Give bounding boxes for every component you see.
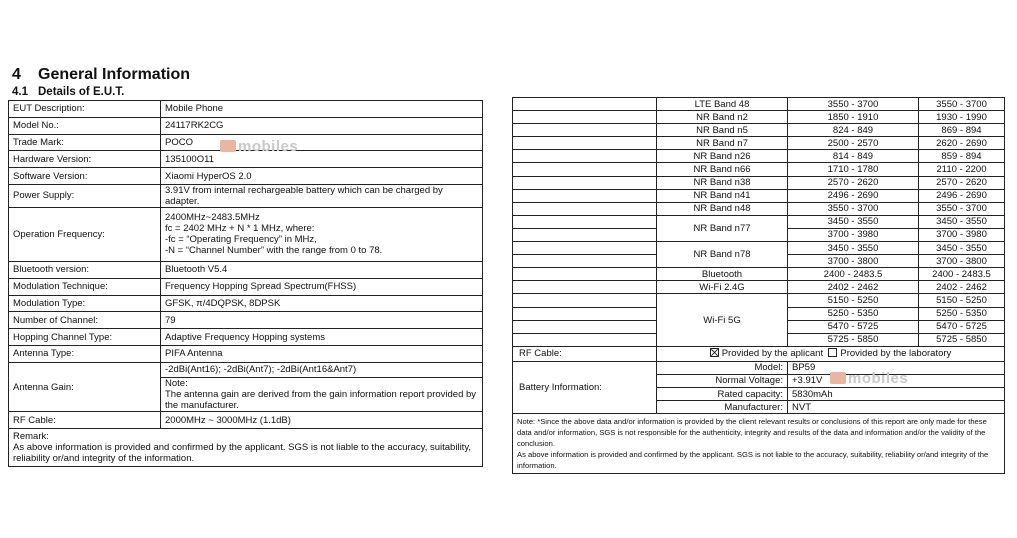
battery-model-label: Model: (657, 361, 788, 374)
table-row (513, 414, 1005, 474)
section-title: General Information (38, 66, 191, 83)
band-tx: 1850 - 1910 (788, 111, 919, 124)
section-number: 4 (12, 66, 21, 83)
subsection-heading (12, 86, 124, 98)
table-row (513, 268, 1005, 281)
operation-frequency-line: 2400MHz~2483.5MHz (165, 212, 260, 224)
hardware-version-label: Hardware Version: (9, 151, 161, 168)
band-tx: 3450 - 3550 (788, 242, 919, 255)
battery-model-value: BP59 (788, 361, 1005, 374)
watermark-logo (220, 138, 298, 155)
battery-capacity-value: 5830mAh (788, 387, 1005, 400)
band-name: NR Band n2 (657, 111, 788, 124)
band-rx: 2620 - 2690 (919, 137, 1005, 150)
band-name: NR Band n48 (657, 202, 788, 215)
software-version-label: Software Version: (9, 168, 161, 185)
subsection-number: 4.1 (12, 86, 28, 98)
band-name: LTE Band 48 (657, 98, 788, 111)
band-rx: 3700 - 3800 (919, 255, 1005, 268)
battery-capacity-label: Rated capacity: (657, 387, 788, 400)
antenna-gain-note-text: The antenna gain are derived from the gain information report provided by the manufacturer. (161, 389, 483, 412)
battery-voltage-value: +3.91V (788, 374, 1005, 387)
band-rx: 5150 - 5250 (919, 294, 1005, 307)
table-row (9, 429, 483, 467)
band-name: NR Band n38 (657, 176, 788, 189)
watermark-text: mobiles (848, 370, 909, 387)
table-row (9, 117, 483, 134)
watermark-badge-icon (220, 140, 236, 152)
frequency-band-table (512, 97, 1005, 474)
table-row (513, 294, 1005, 307)
band-tx: 2496 - 2690 (788, 189, 919, 202)
band-tx: 3550 - 3700 (788, 202, 919, 215)
band-rx: 2110 - 2200 (919, 163, 1005, 176)
band-tx: 824 - 849 (788, 124, 919, 137)
antenna-type-value: PIFA Antenna (161, 345, 483, 362)
table-row (513, 215, 1005, 228)
band-rx: 3700 - 3980 (919, 228, 1005, 241)
hardware-version-value: 135100O11 (161, 151, 483, 168)
band-rows (513, 98, 1005, 474)
band-name: Bluetooth (657, 268, 788, 281)
table-row (513, 189, 1005, 202)
band-tx: 2500 - 2570 (788, 137, 919, 150)
modulation-technique-label: Modulation Technique: (9, 278, 161, 295)
modulation-technique-value: Frequency Hopping Spread Spectrum(FHSS) (161, 278, 483, 295)
band-rx: 2402 - 2462 (919, 281, 1005, 294)
rf-cable-label-right: RF Cable: (513, 346, 657, 361)
table-row (513, 137, 1005, 150)
antenna-gain-note-label: Note: (161, 377, 483, 389)
band-name: NR Band n78 (657, 242, 788, 268)
modulation-type-label: Modulation Type: (9, 295, 161, 312)
rf-cable-label: RF Cable: (9, 412, 161, 429)
modulation-type-value: GFSK, π/4DQPSK, 8DPSK (161, 295, 483, 312)
table-row (513, 150, 1005, 163)
band-tx: 5725 - 5850 (788, 333, 919, 346)
table-row (513, 361, 1005, 374)
table-row (513, 111, 1005, 124)
band-tx: 5250 - 5350 (788, 307, 919, 320)
table-row (9, 207, 483, 261)
table-row (9, 101, 483, 118)
operation-frequency-line: fc = 2402 MHz + N * 1 MHz, where: (165, 223, 315, 235)
note-text-2: As above information is provided and confirmed by the applicant. SGS is not liable to the accuracy, suitability, reliability or/and integrity of the information. (517, 450, 989, 471)
rf-cable-value: 2000MHz ~ 3000MHz (1.1dB) (161, 412, 483, 429)
table-row (9, 184, 483, 207)
band-name: NR Band n5 (657, 124, 788, 137)
table-row (9, 362, 483, 377)
hopping-channel-type-label: Hopping Channel Type: (9, 329, 161, 346)
band-rx: 869 - 894 (919, 124, 1005, 137)
operation-frequency-value (161, 207, 483, 261)
band-rx: 2570 - 2620 (919, 176, 1005, 189)
band-rx: 2400 - 2483.5 (919, 268, 1005, 281)
band-tx: 1710 - 1780 (788, 163, 919, 176)
battery-manufacturer-value: NVT (788, 401, 1005, 414)
trade-mark-label: Trade Mark: (9, 134, 161, 151)
antenna-type-label: Antenna Type: (9, 345, 161, 362)
band-tx: 3700 - 3800 (788, 255, 919, 268)
band-name: NR Band n41 (657, 189, 788, 202)
table-row (513, 242, 1005, 255)
band-rx: 5250 - 5350 (919, 307, 1005, 320)
band-rx: 859 - 894 (919, 150, 1005, 163)
software-version-value: Xiaomi HyperOS 2.0 (161, 168, 483, 185)
antenna-gain-value: -2dBi(Ant16); -2dBi(Ant7); -2dBi(Ant16&Ant7) (161, 362, 483, 377)
band-rx: 3450 - 3550 (919, 215, 1005, 228)
band-name: NR Band n7 (657, 137, 788, 150)
note-cell (513, 414, 1005, 474)
battery-manufacturer-label: Manufacturer: (657, 401, 788, 414)
rf-option-laboratory: Provided by the laboratory (840, 348, 952, 360)
trade-mark-value: POCO (161, 134, 483, 151)
note-text: Note: *Since the above data and/or information is provided by the client relevant results or conclusions of this report are only made for these data and/or information, SGS is not responsible for the authenticity, integrity and results of the data and information and/or the validity of the conclusion. (517, 417, 987, 449)
watermark-text: mobiles (238, 138, 299, 155)
table-row (513, 281, 1005, 294)
battery-voltage-label: Normal Voltage: (657, 374, 788, 387)
battery-info-label: Battery Information: (513, 361, 657, 413)
rf-cable-options (657, 346, 1005, 361)
band-tx: 2400 - 2483.5 (788, 268, 919, 281)
table-row (9, 261, 483, 278)
table-row (9, 278, 483, 295)
power-supply-label: Power Supply: (9, 184, 161, 207)
table-row (9, 329, 483, 346)
number-of-channel-label: Number of Channel: (9, 312, 161, 329)
eut-details-table (8, 100, 483, 467)
remark-label: Remark: (13, 431, 49, 443)
band-name: NR Band n26 (657, 150, 788, 163)
band-tx: 3550 - 3700 (788, 98, 919, 111)
band-rx: 2496 - 2690 (919, 189, 1005, 202)
table-row (9, 412, 483, 429)
band-tx: 814 - 849 (788, 150, 919, 163)
table-row (513, 202, 1005, 215)
band-rx: 3550 - 3700 (919, 98, 1005, 111)
band-rx: 1930 - 1990 (919, 111, 1005, 124)
table-row (513, 124, 1005, 137)
subsection-title: Details of E.U.T. (38, 86, 125, 98)
band-name: Wi-Fi 2.4G (657, 281, 788, 294)
antenna-gain-label: Antenna Gain: (9, 362, 161, 412)
band-tx: 2402 - 2462 (788, 281, 919, 294)
table-row (9, 295, 483, 312)
bluetooth-version-value: Bluetooth V5.4 (161, 261, 483, 278)
band-tx: 3700 - 3980 (788, 228, 919, 241)
band-name: NR Band n66 (657, 163, 788, 176)
band-rx: 3450 - 3550 (919, 242, 1005, 255)
band-name: NR Band n77 (657, 215, 788, 241)
hopping-channel-type-value: Adaptive Frequency Hopping systems (161, 329, 483, 346)
table-row (9, 312, 483, 329)
remark-text: As above information is provided and confirmed by the applicant. SGS is not liable to the accuracy, suitability, reliability or/and integrity of the information. (13, 442, 471, 465)
table-row (9, 168, 483, 185)
eut-description-value: Mobile Phone (161, 101, 483, 118)
band-rx: 5470 - 5725 (919, 320, 1005, 333)
table-row (513, 346, 1005, 361)
band-rx: 5725 - 5850 (919, 333, 1005, 346)
model-no-value: 24117RK2CG (161, 117, 483, 134)
operation-frequency-label: Operation Frequency: (9, 207, 161, 261)
band-tx: 5150 - 5250 (788, 294, 919, 307)
rf-option-applicant: Provided by the aplicant (721, 348, 824, 360)
band-tx: 3450 - 3550 (788, 215, 919, 228)
checkbox-unchecked-icon[interactable] (828, 348, 837, 357)
band-tx: 5470 - 5725 (788, 320, 919, 333)
table-row (9, 345, 483, 362)
bluetooth-version-label: Bluetooth version: (9, 261, 161, 278)
section-heading (12, 66, 190, 84)
checkbox-checked-icon[interactable] (710, 348, 719, 357)
band-name: Wi-Fi 5G (657, 294, 788, 346)
number-of-channel-value: 79 (161, 312, 483, 329)
band-rx: 3550 - 3700 (919, 202, 1005, 215)
model-no-label: Model No.: (9, 117, 161, 134)
power-supply-value: 3.91V from internal rechargeable battery which can be charged by adapter. (161, 184, 483, 207)
table-row (513, 98, 1005, 111)
table-row (513, 163, 1005, 176)
watermark-logo (830, 370, 908, 387)
band-tx: 2570 - 2620 (788, 176, 919, 189)
watermark-badge-icon (830, 372, 846, 384)
remark-cell (9, 429, 483, 467)
table-row (513, 176, 1005, 189)
eut-description-label: EUT Description: (9, 101, 161, 118)
operation-frequency-line: -N = “Channel Number” with the range from 0 to 78. (165, 245, 383, 257)
operation-frequency-line: -fc = “Operating Frequency” in MHz, (165, 234, 317, 246)
